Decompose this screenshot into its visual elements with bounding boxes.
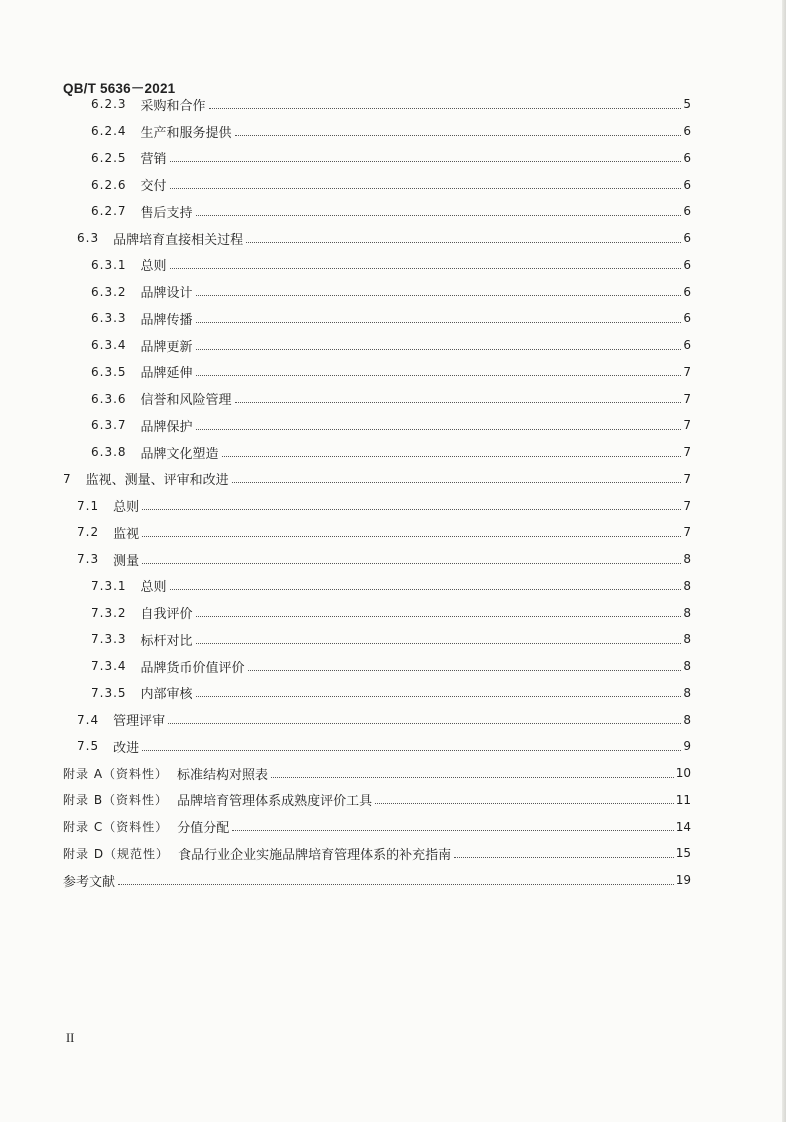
toc-entry-title: 标准结构对照表 [177, 767, 269, 783]
toc-entry-title: 总则 [140, 580, 167, 596]
toc-entry-line [77, 706, 691, 733]
dot-leader [196, 375, 681, 376]
dot-leader [232, 482, 681, 483]
dot-leader [248, 670, 681, 671]
toc-entry-line [91, 385, 691, 412]
toc-entry-line [91, 252, 691, 279]
toc-entry-line [91, 171, 691, 198]
toc-entry-page: 9 [683, 739, 691, 754]
toc-entry-number: 7.2 [77, 525, 100, 540]
toc-entry-title: 品牌设计 [140, 286, 193, 302]
toc-entry[interactable] [0, 492, 786, 519]
toc-entry-title: 交付 [140, 179, 167, 195]
toc-entry-title: 总则 [140, 259, 167, 275]
dot-leader [375, 803, 674, 804]
toc-entry-number: 6.3.3 [91, 311, 127, 326]
toc-entry-page: 6 [683, 257, 691, 272]
toc-entry-title: 标杆对比 [140, 633, 193, 649]
toc-entry-title: 监视 [113, 526, 140, 542]
dot-leader [170, 268, 681, 269]
toc-entry-page: 14 [675, 819, 691, 834]
toc-entry-title: 售后支持 [140, 205, 193, 221]
dot-leader [142, 563, 681, 564]
toc-entry-number: 7.3.5 [91, 685, 127, 700]
toc-entry-number: 附录 A（资料性） [63, 766, 169, 781]
toc-entry[interactable] [0, 278, 786, 305]
toc-entry-line [91, 278, 691, 305]
toc-entry-line [91, 332, 691, 359]
toc-entry[interactable] [0, 840, 786, 867]
toc-entry-page: 6 [683, 311, 691, 326]
toc-entry-number: 7.4 [77, 712, 100, 727]
toc-entry-page: 7 [683, 364, 691, 379]
toc-entry-title: 营销 [140, 152, 167, 168]
toc-entry[interactable] [0, 145, 786, 172]
toc-entry[interactable] [0, 813, 786, 840]
toc-entry-line [77, 225, 691, 252]
toc-entry-number: 7.5 [77, 739, 100, 754]
toc-entry-page: 7 [683, 445, 691, 460]
toc-entry[interactable] [0, 171, 786, 198]
toc-entry[interactable] [0, 599, 786, 626]
toc-entry[interactable] [0, 733, 786, 760]
toc-entry[interactable] [0, 332, 786, 359]
table-of-contents [0, 91, 786, 894]
toc-entry-title: 品牌延伸 [140, 366, 193, 382]
toc-entry-page: 8 [683, 712, 691, 727]
dot-leader [142, 509, 681, 510]
toc-entry-line [77, 519, 691, 546]
dot-leader [142, 750, 681, 751]
toc-entry[interactable] [0, 305, 786, 332]
toc-entry-title: 自我评价 [140, 607, 193, 623]
dot-leader [235, 402, 681, 403]
dot-leader [196, 349, 681, 350]
toc-entry-line [91, 573, 691, 600]
toc-entry[interactable] [0, 573, 786, 600]
dot-leader [168, 723, 681, 724]
toc-entry[interactable] [0, 225, 786, 252]
toc-entry-title: 品牌培育直接相关过程 [113, 232, 244, 248]
toc-entry-page: 19 [675, 873, 691, 888]
toc-entry[interactable] [0, 118, 786, 145]
toc-entry-title: 监视、测量、评审和改进 [85, 473, 229, 489]
toc-entry[interactable] [0, 706, 786, 733]
toc-entry[interactable] [0, 198, 786, 225]
toc-entry-number: 6.3.5 [91, 364, 127, 379]
toc-entry-title: 分值分配 [177, 821, 230, 837]
dot-leader [170, 161, 681, 162]
toc-entry-line [77, 492, 691, 519]
toc-entry-line [91, 145, 691, 172]
toc-entry-page: 6 [683, 177, 691, 192]
toc-entry-line [63, 840, 691, 867]
toc-entry-line [77, 733, 691, 760]
toc-entry-number: 附录 C（资料性） [63, 820, 169, 835]
toc-entry-number: 7.3.3 [91, 632, 127, 647]
toc-entry-number: 6.3.1 [91, 257, 127, 272]
toc-entry-title: 内部审核 [140, 687, 193, 703]
toc-entry-title: 改进 [113, 740, 140, 756]
toc-entry-title: 参考文献 [63, 874, 116, 890]
toc-entry-page: 8 [683, 552, 691, 567]
toc-entry-page: 7 [683, 418, 691, 433]
toc-entry-number: 7.1 [77, 498, 100, 513]
toc-entry-title: 品牌更新 [140, 339, 193, 355]
toc-entry-line [91, 626, 691, 653]
toc-entry[interactable] [0, 760, 786, 787]
toc-entry-number: 6.3.4 [91, 338, 127, 353]
dot-leader [454, 857, 674, 858]
toc-entry-number: 6.2.7 [91, 204, 127, 219]
toc-entry-page: 6 [683, 124, 691, 139]
toc-entry-number: 6.3.2 [91, 284, 127, 299]
toc-entry-number: 6.3 [77, 231, 100, 246]
dot-leader [170, 589, 681, 590]
toc-entry-title: 测量 [113, 553, 140, 569]
toc-entry-title: 品牌培育管理体系成熟度评价工具 [177, 794, 373, 810]
dot-leader [196, 295, 681, 296]
toc-entry-number: 6.2.5 [91, 150, 127, 165]
toc-entry-number: 7.3 [77, 552, 100, 567]
toc-entry[interactable] [0, 653, 786, 680]
toc-entry-page: 7 [683, 391, 691, 406]
toc-entry-number: 7.3.4 [91, 659, 127, 674]
dot-leader [196, 616, 681, 617]
toc-entry[interactable] [0, 546, 786, 573]
toc-entry-title: 品牌传播 [140, 312, 193, 328]
toc-entry-line [91, 91, 691, 118]
toc-entry-page: 8 [683, 605, 691, 620]
toc-entry-page: 8 [683, 578, 691, 593]
toc-entry-title: 管理评审 [113, 714, 166, 730]
toc-entry-title: 品牌保护 [140, 419, 193, 435]
dot-leader [170, 188, 681, 189]
toc-entry-line [91, 412, 691, 439]
dot-leader [196, 322, 681, 323]
toc-entry-page: 8 [683, 685, 691, 700]
toc-entry[interactable] [0, 359, 786, 386]
document-code: QB/T 5636－2021 [63, 81, 176, 96]
toc-entry[interactable] [0, 439, 786, 466]
toc-entry-number: 6.3.7 [91, 418, 127, 433]
toc-entry-line [91, 599, 691, 626]
dot-leader [196, 215, 681, 216]
toc-entry-number: 6.2.3 [91, 97, 127, 112]
dot-leader [271, 777, 674, 778]
toc-entry-line [91, 359, 691, 386]
toc-entry-line [91, 680, 691, 707]
toc-entry-number: 6.3.8 [91, 445, 127, 460]
dot-leader [246, 242, 681, 243]
dot-leader [142, 536, 681, 537]
toc-entry-number: 6.2.4 [91, 124, 127, 139]
toc-entry-page: 8 [683, 659, 691, 674]
toc-entry-number: 附录 B（资料性） [63, 793, 169, 808]
dot-leader [196, 696, 681, 697]
toc-entry-page: 6 [683, 150, 691, 165]
dot-leader [118, 884, 674, 885]
toc-entry-page: 6 [683, 204, 691, 219]
toc-entry-line [63, 813, 691, 840]
dot-leader [196, 429, 681, 430]
toc-entry[interactable] [0, 787, 786, 814]
dot-leader [209, 108, 681, 109]
toc-entry[interactable] [0, 626, 786, 653]
toc-entry-page: 7 [683, 525, 691, 540]
toc-entry-number: 7.3.1 [91, 578, 127, 593]
dot-leader [196, 643, 681, 644]
toc-entry-title: 采购和合作 [140, 98, 206, 114]
toc-entry-number: 6.3.6 [91, 391, 127, 406]
toc-entry-line [91, 198, 691, 225]
toc-entry-page: 10 [675, 766, 691, 781]
toc-entry-page: 6 [683, 231, 691, 246]
toc-entry[interactable] [0, 867, 786, 894]
toc-entry-number: 7 [63, 471, 72, 486]
toc-entry[interactable] [0, 680, 786, 707]
toc-entry-page: 6 [683, 338, 691, 353]
toc-entry-line [77, 546, 691, 573]
dot-leader [235, 135, 681, 136]
toc-entry-page: 7 [683, 498, 691, 513]
toc-entry-page: 8 [683, 632, 691, 647]
toc-entry-line [91, 118, 691, 145]
toc-entry[interactable] [0, 466, 786, 493]
page-number: II [66, 1031, 75, 1045]
toc-entry-page: 11 [675, 792, 691, 807]
toc-entry-line [63, 787, 691, 814]
toc-entry-line [91, 653, 691, 680]
toc-entry-line [91, 305, 691, 332]
toc-entry-page: 15 [675, 846, 691, 861]
toc-entry-title: 生产和服务提供 [140, 125, 232, 141]
toc-entry-title: 品牌文化塑造 [140, 446, 219, 462]
toc-entry[interactable] [0, 252, 786, 279]
toc-entry-line [63, 760, 691, 787]
toc-entry-line [63, 466, 691, 493]
dot-leader [232, 830, 674, 831]
toc-entry-number: 7.3.2 [91, 605, 127, 620]
toc-entry-line [91, 439, 691, 466]
toc-entry-title: 食品行业企业实施品牌培育管理体系的补充指南 [178, 847, 452, 863]
toc-entry-title: 品牌货币价值评价 [140, 660, 245, 676]
toc-entry[interactable] [0, 519, 786, 546]
toc-entry-page: 5 [683, 97, 691, 112]
toc-entry-title: 信誉和风险管理 [140, 393, 232, 409]
toc-entry-page: 7 [683, 471, 691, 486]
toc-entry-number: 6.2.6 [91, 177, 127, 192]
toc-entry[interactable] [0, 385, 786, 412]
toc-entry-line [63, 867, 691, 894]
scan-edge [782, 0, 786, 1122]
dot-leader [222, 456, 681, 457]
toc-entry[interactable] [0, 91, 786, 118]
toc-entry-title: 总则 [113, 500, 140, 516]
toc-entry-page: 6 [683, 284, 691, 299]
toc-entry-number: 附录 D（规范性） [63, 846, 170, 861]
toc-entry[interactable] [0, 412, 786, 439]
